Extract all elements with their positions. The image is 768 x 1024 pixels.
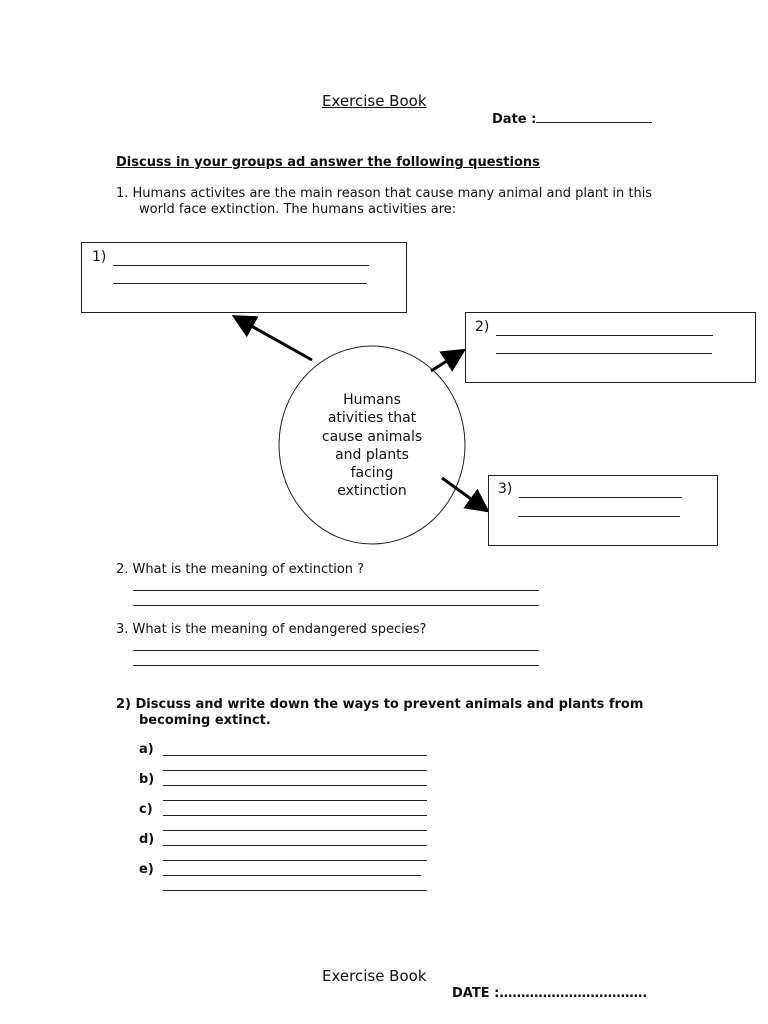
center-text-line: cause animals	[321, 428, 423, 445]
question-1-line1: 1. Humans activites are the main reason that cause many animal and plant in this	[116, 186, 653, 201]
group-instruction: Discuss in your groups ad answer the following questions	[116, 155, 540, 170]
item-c-label: c)	[139, 802, 153, 817]
section-2-prompt-line2: becoming extinct.	[139, 713, 271, 728]
answer-box-1	[81, 242, 407, 313]
question-3-answer-line-1[interactable]	[133, 650, 539, 651]
center-text-line: and plants	[335, 446, 409, 463]
arrow-to-box2	[431, 352, 461, 371]
question-2-answer-line-2[interactable]	[133, 605, 539, 606]
item-b-line-2[interactable]	[163, 800, 427, 801]
item-b-label: b)	[139, 772, 155, 787]
answer-box-2-line-2[interactable]	[496, 353, 712, 354]
center-text-line: facing	[350, 465, 394, 482]
item-a-label: a)	[139, 742, 154, 757]
answer-box-2	[465, 312, 756, 383]
item-e-line-1[interactable]	[163, 875, 421, 876]
section-2-prompt-line1: 2) Discuss and write down the ways to prevent animals and plants from	[116, 697, 644, 712]
question-2-answer-line-1[interactable]	[133, 590, 539, 591]
answer-box-2-line-1[interactable]	[496, 335, 713, 336]
answer-box-1-line-2[interactable]	[113, 283, 367, 284]
arrow-to-box1	[237, 318, 312, 360]
answer-box-3-label: 3)	[498, 481, 513, 497]
item-e-label: e)	[139, 862, 154, 877]
item-d-label: d)	[139, 832, 155, 847]
center-text	[300, 391, 444, 501]
question-2: 2. What is the meaning of extinction ?	[116, 562, 365, 577]
center-text-line: ativities that	[327, 410, 417, 427]
answer-box-3-line-2[interactable]	[518, 516, 680, 517]
answer-box-3-line-1[interactable]	[519, 497, 682, 498]
item-c-line-1[interactable]	[163, 815, 427, 816]
page-title: Exercise Book	[322, 92, 427, 110]
center-text-line: extinction	[337, 483, 407, 500]
item-d-line-2[interactable]	[163, 860, 427, 861]
answer-box-1-label: 1)	[92, 249, 107, 265]
item-e-line-2[interactable]	[163, 890, 427, 891]
item-c-line-2[interactable]	[163, 830, 427, 831]
item-b-line-1[interactable]	[163, 785, 427, 786]
question-1-line2: world face extinction. The humans activities are:	[139, 202, 457, 217]
answer-box-1-line-1[interactable]	[113, 265, 369, 266]
date-label-text: Date :	[492, 112, 537, 127]
question-3: 3. What is the meaning of endangered species?	[116, 622, 427, 637]
footer-date-label: DATE :…………………………….	[452, 986, 648, 1001]
item-a-line-1[interactable]	[163, 755, 427, 756]
answer-box-3	[488, 475, 718, 546]
item-d-line-1[interactable]	[163, 845, 427, 846]
footer-title: Exercise Book	[322, 967, 427, 985]
answer-box-2-label: 2)	[475, 319, 490, 335]
question-3-answer-line-2[interactable]	[133, 665, 539, 666]
center-text-line: Humans	[343, 392, 401, 408]
item-a-line-2[interactable]	[163, 770, 427, 771]
